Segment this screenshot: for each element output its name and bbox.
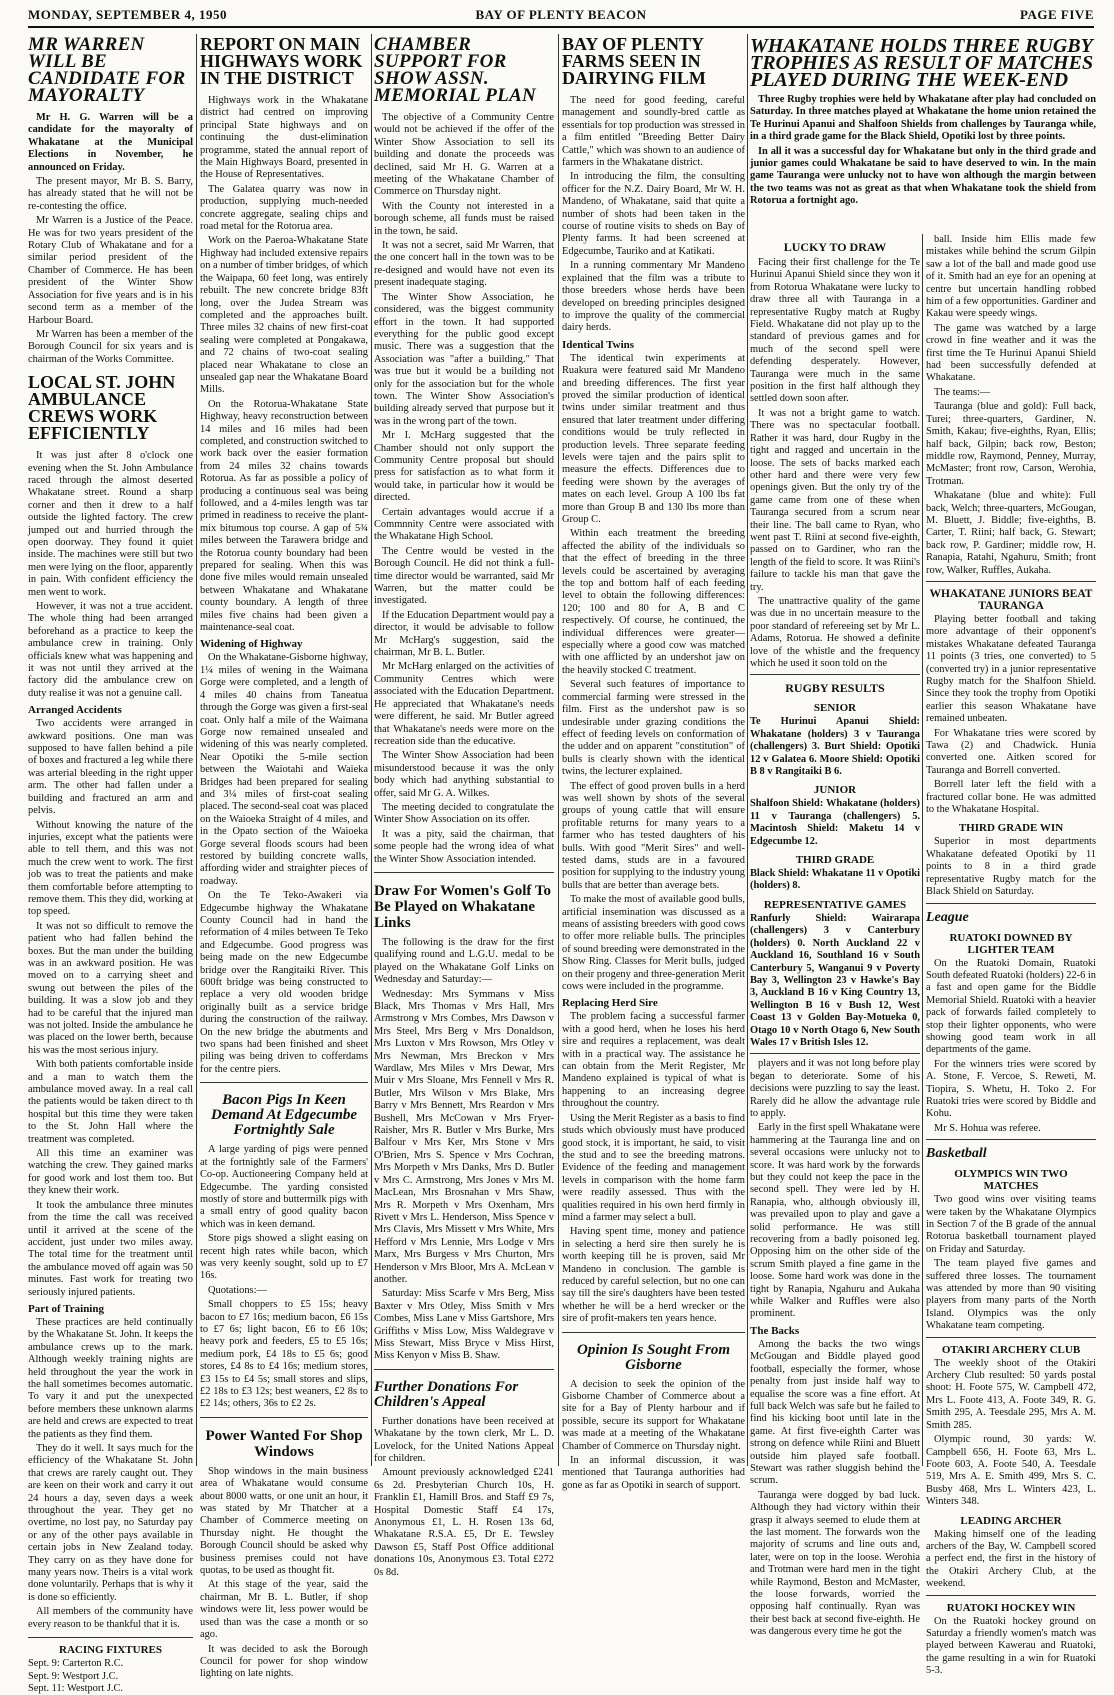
- paragraph: For Whakatane tries were scored by Tawa (2) and Chadwick. Hunia converted one. Aitken scored for Tauranga and Borrell converted.: [926, 727, 1096, 776]
- headline: THIRD GRADE WIN: [958, 822, 1064, 835]
- paragraph: For the winners tries were scored by A. Stone, F. Vercoe, S. Reweti, M. Tiopira, S. Whetu, H. Toko 2. For Ruatoki tries were scored by Biddle and Kohu.: [926, 1058, 1096, 1120]
- headline: LEADING ARCHER: [960, 1514, 1062, 1527]
- headline: RUATOKI DOWNED BY LIGHTER TEAM: [949, 931, 1073, 956]
- paragraph: Work on the Paeroa-Whakatane State Highway had included extensive repairs on a number of timber bridges, of which the Waipapa, 60 feet long, was entirely rebuilt. The new concrete bridge 83ft long, over the Judea Stream was completed and the approaches built. Three miles 32 chains of new first-coat sealing were completed at Pongakawa, and 72 chains of two-coat sealing placed near Whakatane to close an unsealed gap near the Whakatane Board Mills.: [200, 235, 368, 396]
- paragraph: Wednesday: Mrs Symmans v Miss Black, Mrs Thomas v Mrs Hall, Mrs Armstrong v Mrs Combes, Mrs Dawson v Mrs Steel, Mrs Berg v Mrs Donaldson, Mrs Luxton v Mrs Rowson, Mrs Otley v Mrs Newman, Mrs Breckon v Mrs Wardlaw, Mrs Miles v Mrs Dewar, Mrs Muir v Mrs Sloane, Mrs Fennell v Mrs R. Butler, Mrs Wilson v Mrs Blake, Mrs Barry v Mrs Bennett, Mrs Reardon v Mrs Bushell, Mrs McCowan v Mrs Fryer-Raisher, Mrs R. Butler v Mrs Burke, Mrs Balfour v Mrs Ker, Mrs Stone v Mrs O'Brien, Mrs S. Spence v Mrs Cochran, Mrs Morpeth v Mrs Danks, Mrs D. Butler v Mrs C. Armstrong, Mrs Jones v Mrs M. MacLean, Mrs Brosnahan v Mrs Shaw, Mrs R. Morpeth v Mrs Oxenham, Mrs Rivett v Mrs L. Henderson, Miss Spence v Mrs Clavis, Mrs Missett v Mrs White, Mrs Hefford v Mrs Lennie, Mrs Lodge v Mrs Marx, Mrs Burgess v Mrs Churton, Mrs Henderson v Mrs Bloor, Mrs A. McLean v another.: [374, 988, 554, 1285]
- paragraph: It took the ambulance three minutes from the time the call was received until it arrived at the scene of the accident, just under two miles away. The total time for the treatment until the ambulance moved off again was 50 minutes. Fast work for treating two seriously injured patients.: [28, 1199, 193, 1298]
- paragraph: It was a pity, said the chairman, that some people had the wrong idea of what the Winter Show Association intended.: [374, 828, 554, 865]
- headline: CHAMBER SUPPORT FOR SHOW ASSN. MEMORIAL PLAN: [374, 34, 537, 106]
- paragraph: Te Hurinui Apanui Shield: Whakatane (holders) 3 v Tauranga (challengers) 3. Burt Shield: Opotiki 12 v Galatea 6. Moore Shield: Opotiki B 8 v Rangitaiki B 6.: [750, 716, 920, 778]
- paragraph: Shop windows in the main business area of Whakatane would consume about 8000 watts, or one unit an hour, it was stated by Mr Thatcher at a Chamber of Commerce meeting on Thursday night. He thought the Borough Council should be asked why business premises could not have quotas, to be used as thought fit.: [200, 1465, 368, 1577]
- headline: RUGBY RESULTS: [785, 681, 885, 696]
- paragraph: All this time an examiner was watching the crew. They gained marks for good work and lost them too. But they knew their work.: [28, 1148, 193, 1197]
- column-2: [200, 34, 368, 1680]
- column-5a: [750, 234, 920, 1638]
- column-1: [28, 34, 193, 1694]
- paragraph: Borrell later left the field with a fractured collar bone. He was admitted to the Whakatane Hospital.: [926, 779, 1096, 816]
- subheading: Widening of Highway: [200, 638, 303, 651]
- paragraph: The identical twin experiments at Ruakura were featured said Mr Mandeno and breeding differences. The first year proved the similar production of identical twins under similar treatment and thus ensured that later treatment under differing conditions would be truly reflected in production levels. Three separate feeding levels were tajen and the pairs split to measure the effects. Differences due to feeding were shown by the averages of mates on each level. Group A 100 lbs fat more than Group B and 130 lbs more than Group C.: [562, 352, 745, 525]
- paragraph: The Winter Show Association had been misunderstood because it was the only body which had anything substantial to offer, said Mr G. A. Wilkes.: [374, 750, 554, 799]
- paragraph: The Galatea quarry was now in production, supplying much-needed concrete aggregate, sealing chips and road metal for the Rotorua area.: [200, 183, 368, 233]
- masthead-date: MONDAY, SEPTEMBER 4, 1950: [28, 7, 227, 22]
- column-rule: [558, 34, 559, 1466]
- divider: [200, 1417, 368, 1418]
- paragraph: With the County not interested in a borough scheme, all funds must be raised in the town, he said.: [374, 200, 554, 237]
- article-womens-golf: [374, 883, 554, 1363]
- paragraph: Two accidents were arranged in awkward positions. One man was supposed to have fallen behind a pile of boxes and fractured a leg while there was arterial bleeding in the right upper arm. The other had fallen under a building and fractured an arm and pelvis.: [28, 718, 193, 817]
- headline: RUATOKI HOCKEY WIN: [946, 1601, 1076, 1614]
- paragraph: Whakatane (blue and white): Full back, Welch; three-quarters, McGougan, M. Bluett, J. Biddle; five-eighths, B. Carter, T. Riini; half back, G. Stewart; back row, P. Gardiner; middle row, H. Ranapia, Ratahi, Ngahuru, Smith; front row, Walker, Ruffles, Aukaha.: [926, 490, 1096, 576]
- paragraph: Mr Warren has been a member of the Borough Council for six years and is chairman of the Works Committee.: [28, 328, 193, 365]
- column-rule: [747, 34, 748, 1466]
- paragraph: Highways work in the Whakatane district had centred on improving principal State highways and on continuing the dust-elimination programme, stated the annual report of the Main Highways Board, presented in the House of Representatives.: [200, 95, 368, 181]
- divider: [374, 872, 554, 873]
- masthead: [28, 4, 1094, 28]
- paragraph: On the Ruatoki Domain, Ruatoki South defeated Ruatoki (holders) 22-6 in a fast and open game for the Biddle Memorial Shield. Ruatoki with a heavier pack of forwards failed completely to stop their lighter opponents, who were showing good team work in all departments of the game.: [926, 957, 1096, 1056]
- paragraph: In all it was a successful day for Whakatane but only in the third grade and junior games could Whakatane be said to have deserved to win. In the main game Tauranga were unlucky not to have won although the margin between the two teams was not as great as that when Whakatane took the shield from Rotorua a fortnight ago.: [750, 145, 1096, 207]
- section-title: Basketball: [926, 1146, 987, 1162]
- headline: MR WARREN WILL BE CANDIDATE FOR MAYORALTY: [28, 34, 186, 106]
- column-rule: [922, 234, 923, 1466]
- headline: Bacon Pigs In Keen Demand At Edgecumbe Fortnightly Sale: [210, 1092, 358, 1139]
- column-rule: [371, 34, 372, 1466]
- fixture-line: Sept. 11: Westport J.C.: [28, 1682, 123, 1694]
- column-rule: [196, 34, 197, 1466]
- masthead-page-number: PAGE FIVE: [1020, 7, 1094, 22]
- article-opinion-gisborne: [562, 1343, 745, 1493]
- paragraph: Black Shield: Whakatane 11 v Opotiki (holders) 8.: [750, 868, 920, 892]
- rugby-results: [750, 681, 920, 1049]
- paragraph: In introducing the film, the consulting officer for the N.Z. Dairy Board, Mr W. H. Mandeno, of Whakatane, said that quite a number of shots had been taken in the course of routine visits to sheds on Bay of Plenty farms. It had been screened at Edgecumbe, Tauriko and at Katikati.: [562, 171, 745, 257]
- paragraph: Mr S. Hohua was referee.: [934, 1122, 1041, 1134]
- paragraph: Quotations:—: [208, 1284, 267, 1296]
- subheading: THIRD GRADE: [795, 854, 875, 867]
- divider: [200, 1082, 368, 1083]
- paragraph: It was decided to ask the Borough Council for power for shop window lighting on late nights.: [200, 1643, 368, 1680]
- paragraph: Playing better football and taking more advantage of their opponent's mistakes Whakatane defeated Tauranga 11 points (3 tries, one converted) to 5 (converted try) in a junior representative Rugby match for the Shalfoon Shield. Since they took the trophy from Opotiki earlier this season Whakatane have remained unbeaten.: [926, 613, 1096, 725]
- paragraph: A decision to seek the opinion of the Gisborne Chamber of Commerce about a site for a Bay of Plenty harbour and if possible, secure its support for Whakatane was made at a meeting of the Whakatane Chamber of Commerce on Thursday night.: [562, 1378, 745, 1452]
- subheading: Identical Twins: [562, 338, 635, 351]
- divider: [926, 903, 1096, 904]
- article-bacon-pigs: [200, 1093, 368, 1411]
- headline: BAY OF PLENTY FARMS SEEN IN DAIRYING FILM: [562, 34, 706, 88]
- headline: OLYMPICS WIN TWO MATCHES: [954, 1168, 1068, 1193]
- paragraph: Mr H. G. Warren will be a candidate for the mayoralty of Whakatane at the Municipal Elections in November, he announced on Friday.: [28, 112, 193, 173]
- paragraph: On the Whakatane-Gisborne highway, 1¼ miles of wening in the Waimana Gorge were completed, and a length of 4 miles 40 chains from Taneatua through the Gorge was given a first-seal coat. Only half a mile of the Waimana Gorge now remained unsealed and widening of this was nearly completed. Near Opotiki the 5-mile section between the Waiotahi and Waieka Bridges had been prepared for sealing and 3¼ miles of first-coat sealing placed. The second-seal coat was placed on the Waioeka Straight of 4 miles, and in the Opato section of the Waioeka Gorge several floods scours had been restored by building concrete walls, affording wider and straighter pieces of roadway.: [200, 652, 368, 887]
- subheading: SENIOR: [813, 702, 857, 715]
- headline: WHAKATANE JUNIORS BEAT TAURANGA: [929, 587, 1093, 612]
- headline: OTAKIRI ARCHERY CLUB: [941, 1343, 1081, 1356]
- paragraph: The present mayor, Mr B. S. Barry, has already stated that he will not be re-contesting the office.: [28, 176, 193, 212]
- paragraph: However, it was not a true accident. The whole thing had been arranged beforehand as a practice to keep the ambulance crew in training. Only officials knew what was happening and it was not until they arrived at the factory did the ambulance crew on duty realise it was not a genuine call.: [28, 601, 193, 699]
- paragraph: On the Te Teko-Awakeri via Edgecumbe highway the Whakatane County Council had in hand the reformation of 4 miles between Te Teko and Edgecumbe. Good progress was being made on the new Edgecumbe bridge over the Rangitaiki River. This 600ft bridge was being constructed to replace a very old wooden bridge originally built as a service bridge during the construction of the railway. On the new bridge the abutments and two spans had been finished and sheet piling was being driven to cofferdams for the centre piers.: [200, 890, 368, 1075]
- paragraph: In an informal discussion, it was mentioned that Tauranga authorities had gone as far as Opotiki in search of support.: [562, 1455, 745, 1491]
- headline: Further Donations For Children's Appeal: [374, 1378, 519, 1410]
- paragraph: players and it was not long before play began to deteriorate. Some of his decisions were puzzling to say the least. Rarely did he allow the advantage rule to apply.: [750, 1058, 920, 1119]
- subheading: Part of Training: [28, 1302, 104, 1315]
- subheading: The Backs: [750, 1324, 800, 1337]
- divider: [926, 1139, 1096, 1140]
- paragraph: The following is the draw for the first qualifying round and L.G.U. medal to be played on the Whakatane Golf Links on Wednesday and Saturday:—: [374, 936, 554, 986]
- paragraph: Store pigs showed a slight easing on recent high rates while bacon, which was very keenly sought, sold up to £7 16s.: [200, 1233, 368, 1282]
- paragraph: The Centre would be vested in the Borough Council. He did not think a full-time director would be warranted, said Mr Warren, but the matter could be investigated.: [374, 545, 554, 607]
- subheading: LUCKY TO DRAW: [783, 240, 887, 254]
- divider: [926, 1595, 1096, 1596]
- paragraph: Facing their first challenge for the Te Hurinui Apanui Shield since they won it from Rotorua Whakatane were lucky to draw three all with Tauranga in a representative Rugby match at Rugby Field. Whakatane did not play up to the standard of previous games and for much of the second spell were defending desperately. However, Tauranga were much in the same position in the first half although they settled down soon after.: [750, 257, 920, 405]
- paragraph: The Winter Show Association, he considered, was the biggest community effort in the town. It had supported everything for the public good except music. There was a suggestion that the Association was "after a building." That was true but it would be a building not only for the association but for the whole town. The Winter Show Association's building already served that purpose but it was in the wrong part of the town.: [374, 291, 554, 427]
- paragraph: It was just after 8 o'clock one evening when the St. John Ambulance raced through the almost deserted Whakatane street. Round a sharp corner and then it drew to a half outside the lighted factory. The crew jumped out and hurried through the open doorway. They found it quiet inside. The machines were still but two men were lying on the floor, apparently in pain. With confident efficiency the men went to work.: [28, 450, 193, 598]
- article-dairying-film: [562, 36, 745, 1326]
- paragraph: ball. Inside him Ellis made few mistakes while behind the scrum Gilpin saw a lot of the ball and made good use of it. Smith had an eye for an opening at centre but uncertain handling robbed him of a few opportunities. Gardiner and Kakau were speedy wings.: [926, 234, 1096, 320]
- paragraph: It was not a bright game to watch. There was no spectacular football. Rather it was hard, dour Rugby in the tight and ragged and uncertain in the loose. The sets of backs marked each other hard and there were very few openings given. But the only try of the game came from one of these when Tauranga secured from a scrum near their line. The ball came to Ryan, who went past T. Riini at second five-eighth, passed on to Gardiner, who ran the length of the field to score. It was Riini's failure to tackle his man that gave the try.: [750, 407, 920, 593]
- paragraph: The unattractive quality of the game was due in no uncertain measure to the poor standard of refereeing set by Mr L. Adams, Rotorua. He showed a definite love of the whistle and the frequency which he used it soon told on the: [750, 595, 920, 669]
- paragraph: Without knowing the nature of the injuries, except what the patients were able to tell them, and this was not much the crew went to work. The first job was to treat the patients and make them comfortable before attempting to remove them. This they did, working at top speed.: [28, 819, 193, 918]
- divider: [750, 1053, 920, 1054]
- paragraph: Ranfurly Shield: Wairarapa (challengers) 3 v Canterbury (holders) 0. North Auckland 22 v Auckland 16, Southland 16 v South Canterbury 5, Wanganui 9 v Poverty Bay 3, Wellington 23 v Hawke's Bay 3, Auckland B 16 v King Country 13, Wellington B 16 v Bush 12, West Coast 13 v Golden Bay-Motueka 0, Otago 10 v North Otago 6, New South Wales 17 v British Isles 12.: [750, 912, 920, 1048]
- paragraph: Shalfoon Shield: Whakatane (holders) 11 v Tauranga (challengers) 5. Macintosh Shield: Maketu 14 v Edgecumbe 12.: [750, 798, 920, 847]
- paragraph: The weekly shoot of the Otakiri Archery Club resulted: 50 yards postal shoot: H. Foote 575, W. Campbell 472, Mrs L. Foote 413, A. Foote 349, R. G. Smith 295, A. Teesdale 295, Mrs A. M. Smith 285.: [926, 1357, 1096, 1431]
- paragraph: Within each treatment the breeding affected the ability of the individuals so that the effect of breeding in the three levels could be ascertained by averaging the top and bottom half of each feeding level to obtain the following differences: 120; 100 and 80 for A, B and C respectively. Of course, he continued, the individual differences were greater—especially where a good cow was matched with one afflicted by an undershot jaw on the heavily stocked C treatment.: [562, 528, 745, 676]
- paragraph: Mr I. McHarg suggested that the Chamber should not only support the Community Centre proposal but should press for satisfaction as to what form it would take, in particular how it would be directed.: [374, 430, 554, 504]
- headline: Opinion Is Sought From Gisborne: [577, 1341, 730, 1373]
- divider: [28, 1637, 193, 1638]
- paragraph: It was not a secret, said Mr Warren, that the one concert hall in the town was to be re-designed and would have not even its present inadequate staging.: [374, 240, 554, 289]
- column-4: [562, 34, 745, 1491]
- paragraph: The meeting decided to congratulate the Winter Show Association on its offer.: [374, 801, 554, 826]
- headline: RACING FIXTURES: [59, 1644, 162, 1657]
- column-3: [374, 34, 554, 1578]
- paragraph: To make the most of available good bulls, artificial insemination was discussed as a means of assisting breeders with good cows to offer more reliable bulls. The principles of sound breeding were demonstrated in the Show Ring. Classes for Merit bulls, judged on their progeny and three-generation Merit cows were included in the programme.: [562, 894, 745, 993]
- paragraph: The objective of a Community Centre would not be achieved if the offer of the Winter Show Association to sell its building and donate the proceeds was declined, said Mr H. G. Warren at a meeting of the Whakatane Chamber of Commerce on Thursday night.: [374, 112, 554, 198]
- subheading: JUNIOR: [813, 784, 857, 797]
- paragraph: The effect of good proven bulls in a herd was well shown by shots of the several groups of young cattle that will ensure profitable returns for many years to a farmer who has tested daughters of his bulls. With good "Merit Sires" and well-tested dams, studs are in a favoured position for supplying to the industry young bulls that are better than average bets.: [562, 780, 745, 891]
- headline: LOCAL ST. JOHN AMBULANCE CREWS WORK EFFICIENTLY: [28, 372, 176, 444]
- paragraph: A large yarding of pigs were penned at the fortnightly sale of the Farmers' Co-op. Auctioneering Company held at Edgecumbe. The yarding consisted mostly of store and buttermilk pigs with a small entry of good quality bacon which was in keen demand.: [200, 1144, 368, 1230]
- paragraph: At this stage of the year, said the chairman, Mr B. L. Butler, if shop windows were lit, less power would be used than was the case a month or so ago.: [200, 1579, 368, 1641]
- masthead-paper-name: BAY OF PLENTY BEACON: [475, 7, 647, 22]
- paragraph: Mr McHarg enlarged on the activities of Community Centres which were associated with the Education Department. He appreciated that Whakatane's needs were different, he said. Mr Butler agreed that Whakatane's needs were more on the recreation side than the educative.: [374, 661, 554, 747]
- headline: REPORT ON MAIN HIGHWAYS WORK IN THE DISTRICT: [200, 34, 363, 88]
- paragraph: Superior in most departments Whakatane defeated Opotiki by 11 points to 8 in a third grade representative Rugby match for the Black Shield on Saturday.: [926, 836, 1096, 898]
- paragraph: Olympic round, 30 yards: W. Campbell 656, H. Foote 63, Mrs L. Foote 603, A. Foote 540, A. Teesdale 519, Mrs A. E. Smith 499, Mrs S. C. Busby 468, Mrs L. Winters 423, L. Winters 348.: [926, 1434, 1096, 1508]
- article-st-john-ambulance: [28, 374, 193, 1631]
- paragraph: On the Ruatoki hockey ground on Saturday a friendly women's match was played between Kawerau and Ruatoki, the game resulting in a win for Ruatoki 5-3.: [926, 1615, 1096, 1677]
- paragraph: Two good wins over visiting teams were taken by the Whakatane Olympics in Section 7 of the B grade of the annual Rotorua basketball tournament played on Friday and Saturday.: [926, 1194, 1096, 1255]
- paragraph: The game was watched by a large crowd in fine weather and it was the first time the Te Hurinui Apanui Shield had been successfully defended at Whakatane.: [926, 322, 1096, 384]
- paragraph: Several such features of importance to commercial farming were stressed in the film. First as the undershot paw is so undesirable under grazing conditions the effect of feeding levels on conformation of the udder and on apparent "constitution" of bulls is clearly shown with the identical twins, the lecturer explained.: [562, 679, 745, 778]
- paragraph: Amount previously acknowledged £241 6s 2d. Presbyterian Church 10s, H. Franklin £1, Hamill Bros. and Staff £9 7s, Hospital Domestic Staff £4 17s, Anonymous £1, L. H. Rosen 13s 6d, Whakatane R.S.A. £5, Dr E. Tewsley Dawson £5, Staff Post Office additional donations 10s, Anonymous £3. Total £272 0s 8d.: [374, 1467, 554, 1578]
- fixture-line: Sept. 9: Carterton R.C.: [28, 1658, 124, 1670]
- paragraph: Further donations have been received at Whakatane by the town clerk, Mr L. D. Lovelock, for the United Nations Appeal for children.: [374, 1415, 554, 1464]
- headline: Draw For Women's Golf To Be Played on Whakatane Links: [374, 882, 551, 931]
- article-shop-windows: [200, 1428, 368, 1681]
- paragraph: Tauranga were dogged by bad luck. Although they had victory within their grasp it always seemed to elude them at the last moment. The forwards won the majority of scrums and line outs and, later, were on top in the loose. Werohia and Trotman were hard men in the tight while Raymond, Beston and McMaster, the loose forwards, worried the opposing half continually. Ryan was their best back at second five-eighth. He was dangerous every time he got the: [750, 1489, 920, 1638]
- paragraph: Using the Merit Register as a basis to find studs which obviously must have produced good stock, it is important, he said, to visit the stud and to see the breeding matrons. Evidence of the feeding and management levels in comparison with the home farm were readily assessed. Thus with the qualities required in his own herd firmly in mind a farmer may select a bull.: [562, 1112, 745, 1223]
- paragraph: It was not so difficult to remove the patient who had fallen behind the boxes. But the man under the building was in an awkward position. He was moved on to a carrying sheet and swung out between the piles of the building. It was a slow job and they had to be careful that the injured man was not jolted. Inside the ambulance he was placed on the lower berth, because his was the most serious injury.: [28, 920, 193, 1056]
- paragraph: Small choppers to £5 15s; heavy bacon to £7 16s; medium bacon, £6 15s to £7 6s; light bacon, £6 to £6 10s; heavy pork and feeders, £5 to £5 16s; medium pork, £4 18s to £5 6s; good stores, £4 8s to £4 16s; medium stores, £3 15s to £4 5s; small stores and slips, £2 18s to £3 12s; best weaners, £2 8s to £2 14s; others, 36s to £2 2s.: [200, 1299, 368, 1410]
- paragraph: They do it well. It says much for the efficiency of the Whakatane St. John that crews are rarely caught out. They are keen on their work and carry it out 24 hours a day, seven days a week throughout the year. They get no overtime, no lost pay, no Saturday pay or any of the other pays available in certain jobs in New Zealand today. They carry on as they have done for many years now. Theirs is a vital work done voluntarily. Perhaps that is why it is done so efficiently.: [28, 1443, 193, 1603]
- paragraph: The problem facing a successful farmer with a good herd, when he loses his herd sire and requires a replacement, was dealt with in a practical way. The assistance he can obtain from the Merit Register, Mr Mandeno explained is typical of what is happening to an increasing degree throughout the country.: [562, 1011, 745, 1110]
- paragraph: All members of the community have every reason to be thankful that it is.: [28, 1606, 193, 1630]
- paragraph: Certain advantages would accrue if a Commnnity Centre were associated with the Whakatane High School.: [374, 506, 554, 543]
- subheading: Replacing Herd Sire: [562, 997, 658, 1010]
- paragraph: Three Rugby trophies were held by Whakatane after play had concluded on Saturday. In three matches played at Whakatane the home union retained the Te Hurinui Apanui and Shalfoon Shields from challenges by Tauranga while, in a third grade game for the Black Shield, Opotiki lost by three points.: [750, 94, 1096, 143]
- paragraph: The team played five games and suffered three losses. The tournament was attended by more than 90 visiting players from many parts of the North Island. Olympics was the only Whakatane team competing.: [926, 1258, 1096, 1332]
- divider: [926, 581, 1096, 582]
- divider: [750, 674, 920, 675]
- paragraph: Saturday: Miss Scarfe v Mrs Berg, Miss Baxter v Mrs Otley, Miss Smith v Mrs Combes, Miss Lane v Miss Gartshore, Mrs Griffiths v Miss Low, Miss Waldegrave v Miss Stewart, Miss Bryce v Miss Hirst, Miss Kenyon v Miss B. Shaw.: [374, 1288, 554, 1362]
- paragraph: Early in the first spell Whakatane were hammering at the Tauranga line and on several occasions were unlucky not to score. It was hard work by the forwards but they could not keep the pace in the second spell. They were led by H. Ranapia, who, although obviously ill, was prevailed upon to play and gave a solid performance. He was still recovering from a badly poisoned leg. Opposing him on the other side of the scrum Smith played a fine game in the loose. Some hard work was done in the tight by Ranapia, Ngahuru and Aukaha while Walker and Ruffles were also prominent.: [750, 1122, 920, 1320]
- divider: [926, 1337, 1096, 1338]
- divider: [374, 1369, 554, 1370]
- paragraph: Among the backs the two wings McGougan and Biddle played good football, especially the former, whose penalty from just inside half way to equalise the score was a fine effort. At full back Welch was safe but he failed to find his kicking boot until late in the game. At first five-eighth Carter was strong on defence while Riini and Bluett outside him played safe football. Stewart was rather sluggish behind the scrum.: [750, 1338, 920, 1487]
- paragraph: Having spent time, money and patience in selecting a herd sire then surely he is worth keeping till he is proven, said Mr Mandeno in conclusion. The gamble is reduced by careful selection, but no one can say till the sire's daughters have been tested whether he will be a herd wrecker or the sire of profit-makers ten years hence.: [562, 1226, 745, 1325]
- section-title: League: [926, 909, 969, 925]
- headline: WHAKATANE HOLDS THREE RUGBY TROPHIES AS RESULT OF MATCHES PLAYED DURING THE WEEK-END: [750, 35, 1094, 91]
- paragraph: The need for good feeding, careful management and soundly-bred cattle as essentials for top production was stressed in a film entitled "Breeding Better Dairy Cattle," which was shown to an audience of farmers in the Whakatane district.: [562, 95, 745, 169]
- column-5b: [926, 234, 1096, 1677]
- subheading: Arranged Accidents: [28, 704, 122, 717]
- fixture-line: Sept. 9: Westport J.C.: [28, 1670, 119, 1682]
- paragraph: In a running commentary Mr Mandeno explained that the film was a tribute to those breeders whose herds have been developed on breeding principles designed to improve the quality of the commercial dairy herds.: [562, 260, 745, 334]
- paragraph: Making himself one of the leading archers of the Bay, W. Campbell scored a perfect end, the first in the history of the Otakiri Archery Club, at the weekend.: [926, 1528, 1096, 1590]
- paragraph: On the Rotorua-Whakatane State Highway, heavy reconstruction between 14 miles and 16 miles had been completed, and construction switched to work back over the easier formation from 24 miles 32 chains towards Rotorua. As far as possible a policy of producing a continuous seal was being followed, and a 4-miles length was tar primed in readiness to receive the plant-mix bitumous top course. A gap of 5¾ miles between the Tarawera bridge and the Rotorua county boundary had been prepared for sealing. When this was done five miles would remain unsealed between Whakatane and Whakatane county boundary. A length of three miles five chains had been given a maintenance-seal coat.: [200, 398, 368, 634]
- paragraph: These practices are held continually by the Whakatane St. John. It keeps the ambulance crews up to the mark. Although weekly training nights are held throughout the year the work in the hall sometimes becomes automatic. To vary it and put the unexpected before members these unknown alarms are held and crews are expected to treat the patients as they find them.: [28, 1316, 193, 1440]
- headline: Power Wanted For Shop Windows: [205, 1427, 363, 1460]
- paragraph: Tauranga (blue and gold): Full back, Turei; three-quarters, Gardiner, N. Smith, Kakau; five-eighths, Ryan, Ellis; half back, Gilpin; back row, Beston; middle row, Raymond, Penney, Murray, McMaster; front row, Carson, Werohia, Trotman.: [926, 401, 1096, 487]
- article-racing-fixtures: [28, 1644, 193, 1695]
- rugby-wide-headline: [750, 34, 1096, 89]
- subheading: REPRESENTATIVE GAMES: [763, 898, 907, 911]
- article-chamber-support: [374, 36, 554, 866]
- divider: [562, 1332, 745, 1333]
- paragraph: The teams:—: [934, 386, 991, 398]
- rugby-lead: [750, 94, 1096, 210]
- article-main-highways: [200, 36, 368, 1076]
- paragraph: Mr Warren is a Justice of the Peace. He was for two years president of the Rotary Club of Whakatane and for a similar period president of the Chamber of Commerce. He has been president of the Winter Show Association for five years and is in his second term as a member of the Harbour Board.: [28, 215, 193, 326]
- paragraph: If the Education Department would pay a director, it would be advisable to follow Mr McHarg's suggestion, said the chairman, Mr B. L. Butler.: [374, 609, 554, 659]
- article-childrens-appeal: [374, 1380, 554, 1579]
- paragraph: With both patients comfortable inside and a man to watch them the ambulance moved away. In a real call the patients would be taken direct to th hospital but this time they were taken to the St. John Hall where the treatment was completed.: [28, 1059, 193, 1145]
- article-warren-mayoralty: [28, 36, 193, 366]
